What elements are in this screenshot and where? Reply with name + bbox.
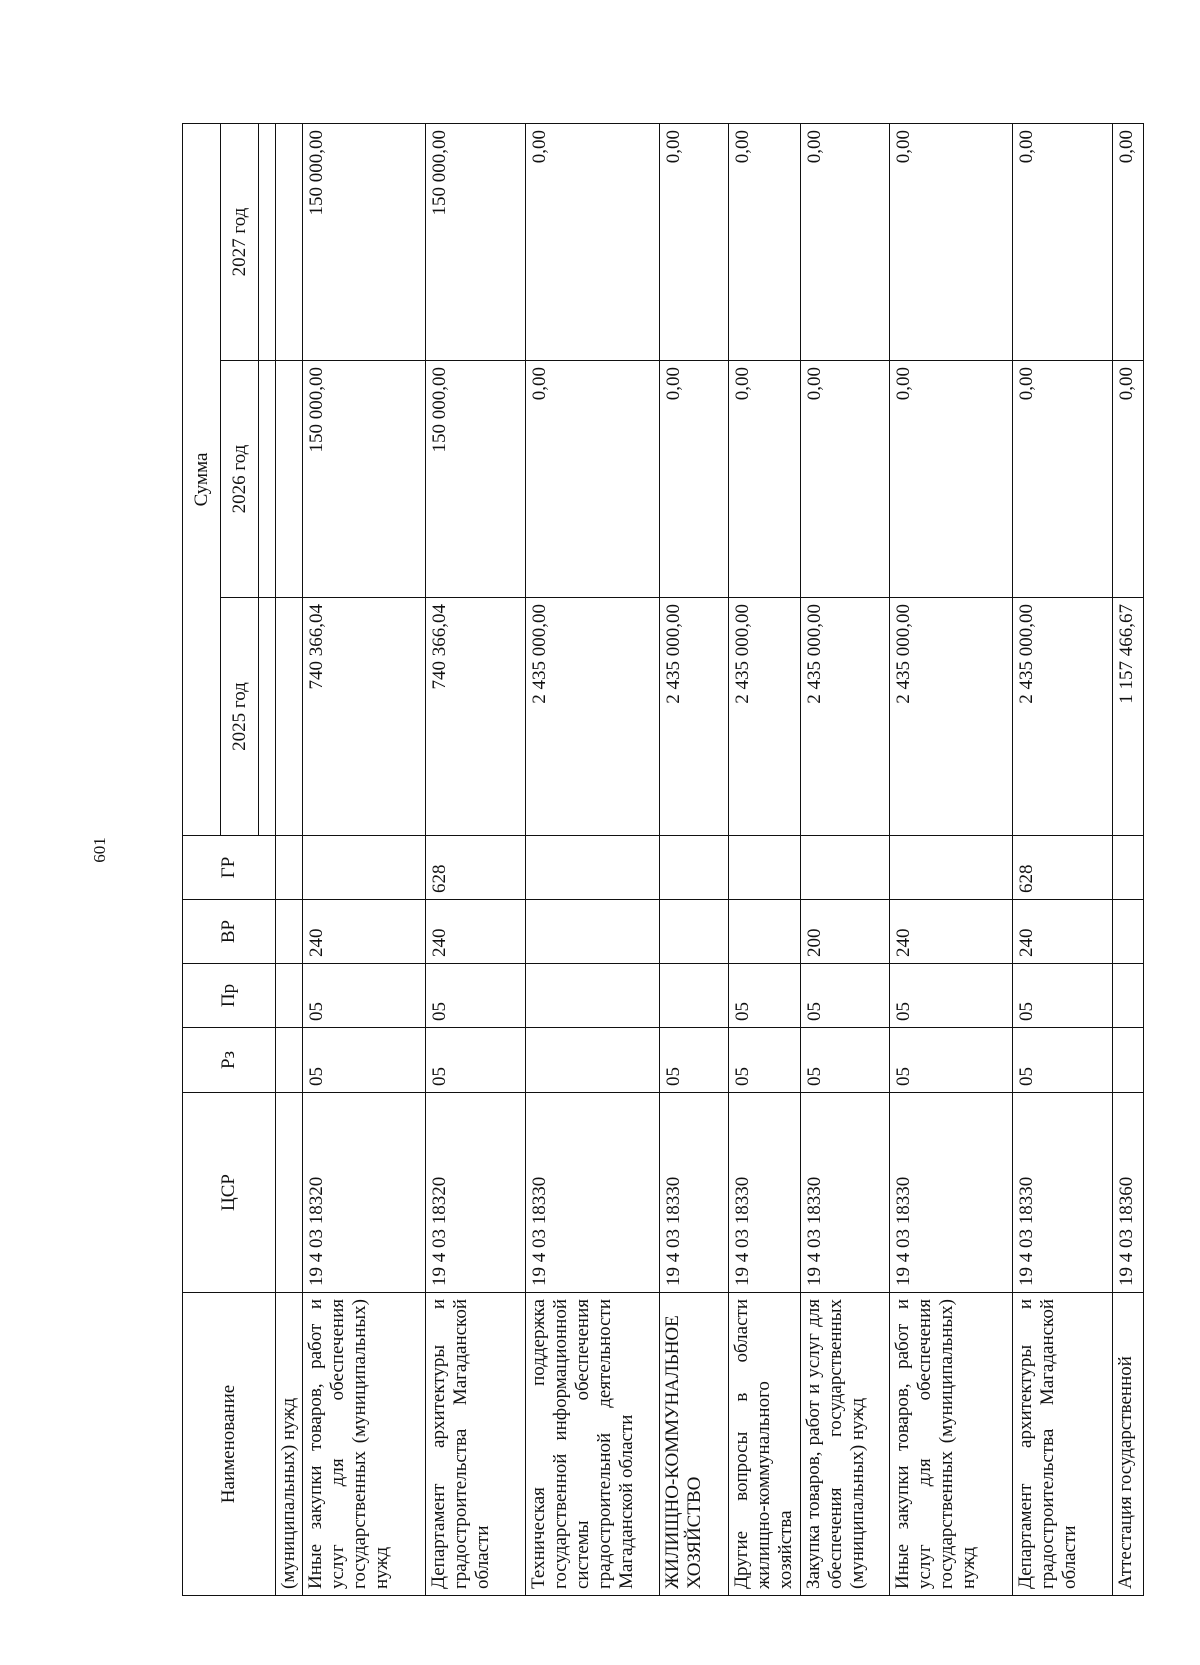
cell-vr: 240 (426, 900, 526, 964)
header-pr: Пр (183, 964, 276, 1028)
cell-y2026: 150 000,00 (426, 361, 526, 598)
cell-csr: 19 4 03 18330 (801, 1093, 890, 1293)
cell-y2025: 2 435 000,00 (889, 598, 1012, 836)
cell-name: Иные закупки товаров, работ и услуг для обеспечения государственных (муниципальных) нужд (303, 1293, 426, 1596)
cell-gr (660, 836, 729, 900)
cell-y2025: 740 366,04 (426, 598, 526, 836)
cell-gr (1112, 836, 1143, 900)
cell-name: Департамент архитектуры и градостроительства Магаданской области (1012, 1293, 1112, 1596)
cell-name: Другие вопросы в области жилищно-коммунального хозяйства (729, 1293, 801, 1596)
cell-gr (526, 836, 660, 900)
cell-pr (660, 964, 729, 1028)
cell-vr: 240 (303, 900, 426, 964)
cell-pr: 05 (889, 964, 1012, 1028)
header-2026: 2026 год (221, 361, 259, 598)
page-number: 601 (90, 837, 109, 863)
cell-rz: 05 (426, 1028, 526, 1093)
cell-gr (889, 836, 1012, 900)
header-2025: 2025 год (221, 598, 259, 836)
cell-name: Аттестация государственной (1112, 1293, 1143, 1596)
cell-y2026: 0,00 (1012, 361, 1112, 598)
table-row (1012, 123, 1112, 1595)
cell-y2025: 2 435 000,00 (1012, 598, 1112, 836)
cell-rz (526, 1028, 660, 1093)
cell-name: ЖИЛИЩНО-КОММУНАЛЬНОЕ ХОЗЯЙСТВО (660, 1293, 729, 1596)
cell-y2025: 2 435 000,00 (660, 598, 729, 836)
cell-gr (801, 836, 890, 900)
cell-y2025: 2 435 000,00 (526, 598, 660, 836)
cell-rz: 05 (660, 1028, 729, 1093)
cell-csr: 19 4 03 18330 (1012, 1093, 1112, 1293)
table-row (276, 123, 303, 1595)
table-row (426, 123, 526, 1595)
budget-table-rotated (182, 124, 1144, 1596)
cell-pr: 05 (801, 964, 890, 1028)
cell-vr: 240 (889, 900, 1012, 964)
cell-vr: 240 (1012, 900, 1112, 964)
cell-rz (1112, 1028, 1143, 1093)
spacer-cell (259, 598, 276, 836)
cell-name: Департамент архитектуры и градостроительства Магаданской области (426, 1293, 526, 1596)
cell-y2025: 2 435 000,00 (801, 598, 890, 836)
cell-pr: 05 (729, 964, 801, 1028)
cell-y2027: 0,00 (526, 123, 660, 360)
cell-y2027 (276, 123, 303, 360)
cell-name: (муниципальных) нужд (276, 1293, 303, 1596)
table-body (276, 123, 1144, 1595)
cell-y2026: 0,00 (801, 361, 890, 598)
cell-csr (276, 1093, 303, 1293)
cell-vr (660, 900, 729, 964)
cell-rz: 05 (801, 1028, 890, 1093)
header-rz: Рз (183, 1028, 276, 1093)
cell-y2026: 0,00 (889, 361, 1012, 598)
cell-csr: 19 4 03 18320 (426, 1093, 526, 1293)
table-row (801, 123, 890, 1595)
cell-rz: 05 (729, 1028, 801, 1093)
cell-y2027: 150 000,00 (426, 123, 526, 360)
table-row (729, 123, 801, 1595)
spacer-cell (259, 123, 276, 360)
cell-gr: 628 (426, 836, 526, 900)
cell-y2027: 150 000,00 (303, 123, 426, 360)
cell-csr: 19 4 03 18320 (303, 1093, 426, 1293)
spacer-cell (259, 361, 276, 598)
cell-y2027: 0,00 (1112, 123, 1143, 360)
cell-vr: 200 (801, 900, 890, 964)
budget-table (182, 123, 1144, 1596)
cell-pr (526, 964, 660, 1028)
cell-y2026: 0,00 (526, 361, 660, 598)
cell-pr (1112, 964, 1143, 1028)
cell-y2027: 0,00 (801, 123, 890, 360)
cell-vr (1112, 900, 1143, 964)
cell-rz: 05 (1012, 1028, 1112, 1093)
header-name: Наименование (183, 1293, 276, 1596)
header-row-1 (183, 123, 221, 1595)
cell-csr: 19 4 03 18330 (660, 1093, 729, 1293)
cell-pr: 05 (1012, 964, 1112, 1028)
cell-y2025: 740 366,04 (303, 598, 426, 836)
header-2027: 2027 год (221, 123, 259, 360)
cell-gr: 628 (1012, 836, 1112, 900)
cell-y2026: 150 000,00 (303, 361, 426, 598)
table-row (303, 123, 426, 1595)
cell-rz: 05 (889, 1028, 1012, 1093)
cell-pr (276, 964, 303, 1028)
cell-y2026: 0,00 (1112, 361, 1143, 598)
cell-pr: 05 (303, 964, 426, 1028)
cell-y2025 (276, 598, 303, 836)
cell-csr: 19 4 03 18330 (889, 1093, 1012, 1293)
cell-rz: 05 (303, 1028, 426, 1093)
cell-csr: 19 4 03 18330 (526, 1093, 660, 1293)
cell-y2026 (276, 361, 303, 598)
table-row (1112, 123, 1143, 1595)
table-row (889, 123, 1012, 1595)
cell-vr (526, 900, 660, 964)
cell-y2025: 1 157 466,67 (1112, 598, 1143, 836)
cell-y2027: 0,00 (1012, 123, 1112, 360)
cell-name: Техническая поддержка государственной информационной системы обеспечения градостроительной деятельности Магаданской области (526, 1293, 660, 1596)
cell-csr: 19 4 03 18330 (729, 1093, 801, 1293)
cell-y2027: 0,00 (729, 123, 801, 360)
cell-name: Иные закупки товаров, работ и услуг для обеспечения государственных (муниципальных) нужд (889, 1293, 1012, 1596)
cell-vr (729, 900, 801, 964)
cell-gr (303, 836, 426, 900)
header-vr: ВР (183, 900, 276, 964)
cell-y2027: 0,00 (889, 123, 1012, 360)
cell-rz (276, 1028, 303, 1093)
header-sum: Сумма (183, 123, 221, 835)
cell-gr (276, 836, 303, 900)
cell-y2027: 0,00 (660, 123, 729, 360)
table-row (660, 123, 729, 1595)
cell-name: Закупка товаров, работ и услуг для обеспечения государственных (муниципальных) нужд (801, 1293, 890, 1596)
cell-y2026: 0,00 (729, 361, 801, 598)
header-gr: ГР (183, 836, 276, 900)
cell-gr (729, 836, 801, 900)
table-row (526, 123, 660, 1595)
cell-y2026: 0,00 (660, 361, 729, 598)
cell-vr (276, 900, 303, 964)
cell-y2025: 2 435 000,00 (729, 598, 801, 836)
header-csr: ЦСР (183, 1093, 276, 1293)
cell-pr: 05 (426, 964, 526, 1028)
cell-csr: 19 4 03 18360 (1112, 1093, 1143, 1293)
